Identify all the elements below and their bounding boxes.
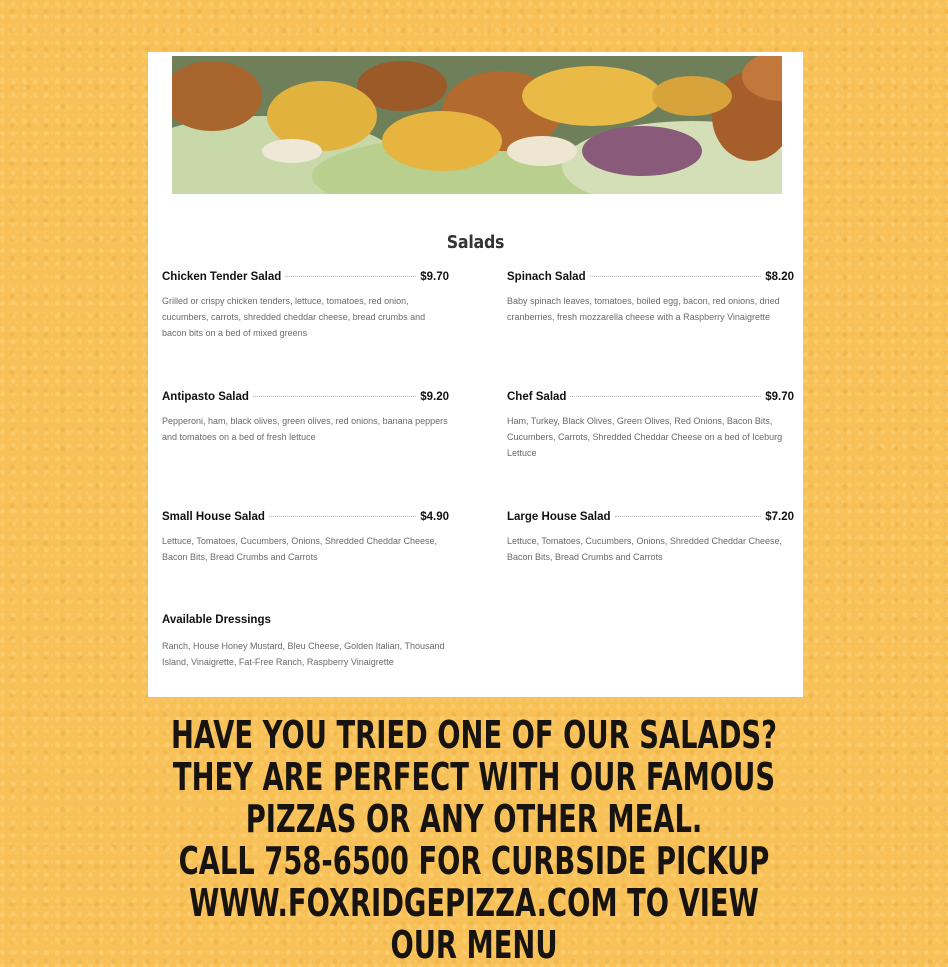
menu-item <box>162 271 449 341</box>
item-price: $8.20 <box>765 271 794 283</box>
item-description: Lettuce, Tomatoes, Cucumbers, Onions, Shredded Cheddar Cheese, Bacon Bits, Bread Crumbs and Carrots <box>507 536 782 562</box>
salad-photo <box>172 56 782 194</box>
item-name: Spinach Salad <box>507 271 586 283</box>
item-name: Large House Salad <box>507 511 611 523</box>
item-price: $9.70 <box>765 391 794 403</box>
item-description: Lettuce, Tomatoes, Cucumbers, Onions, Shredded Cheddar Cheese, Bacon Bits, Bread Crumbs and Carrots <box>162 536 437 562</box>
salad-photo-image <box>172 56 782 194</box>
dot-leader <box>570 396 761 397</box>
promo-line: OUR MENU <box>390 923 558 967</box>
menu-item <box>507 511 794 565</box>
item-description: Baby spinach leaves, tomatoes, boiled egg, bacon, red onions, dried cranberries, fresh mozzarella cheese with a Raspberry Vinaigrette <box>507 296 780 322</box>
dot-leader <box>590 276 762 277</box>
promo-line: PIZZAS OR ANY OTHER MEAL. <box>245 797 703 841</box>
item-description: Pepperoni, ham, black olives, green olives, red onions, banana peppers and tomatoes on a bed of fresh lettuce <box>162 416 448 442</box>
item-price: $9.70 <box>420 271 449 283</box>
item-description: Grilled or crispy chicken tenders, lettuce, tomatoes, red onion, cucumbers, carrots, shredded cheddar cheese, bread crumbs and bacon bits on a bed of mixed greens <box>162 296 426 338</box>
menu-item <box>507 391 794 461</box>
menu-item <box>507 271 794 325</box>
item-name: Chicken Tender Salad <box>162 271 282 283</box>
dot-leader <box>285 276 416 277</box>
menu-card <box>148 52 803 697</box>
promo-line: WWW.FOXRIDGEPIZZA.COM TO VIEW <box>189 881 759 925</box>
item-price: $4.90 <box>420 511 449 523</box>
dressings-title: Available Dressings <box>162 614 271 626</box>
item-name: Chef Salad <box>507 391 567 403</box>
promo-text <box>0 714 948 966</box>
item-price: $9.20 <box>420 391 449 403</box>
dot-leader <box>615 516 762 517</box>
item-price: $7.20 <box>765 511 794 523</box>
promo-line: THEY ARE PERFECT WITH OUR FAMOUS <box>172 755 776 799</box>
item-name: Small House Salad <box>162 511 265 523</box>
item-description: Ham, Turkey, Black Olives, Green Olives, Red Onions, Bacon Bits, Cucumbers, Carrots, Shredded Cheddar Cheese on a bed of Iceburg Lettuce <box>507 416 783 458</box>
menu-item <box>162 511 449 565</box>
promo-line: HAVE YOU TRIED ONE OF OUR SALADS? <box>171 713 777 757</box>
dot-leader <box>269 516 416 517</box>
menu-item <box>162 391 449 445</box>
item-name: Antipasto Salad <box>162 391 249 403</box>
promo-line: CALL 758-6500 FOR CURBSIDE PICKUP <box>178 839 770 883</box>
dressings-description: Ranch, House Honey Mustard, Bleu Cheese, Golden Italian, Thousand Island, Vinaigrette, Fat-Free Ranch, Raspberry Vinaigrette <box>162 641 445 667</box>
menu-title: Salads <box>446 232 505 253</box>
dot-leader <box>253 396 416 397</box>
